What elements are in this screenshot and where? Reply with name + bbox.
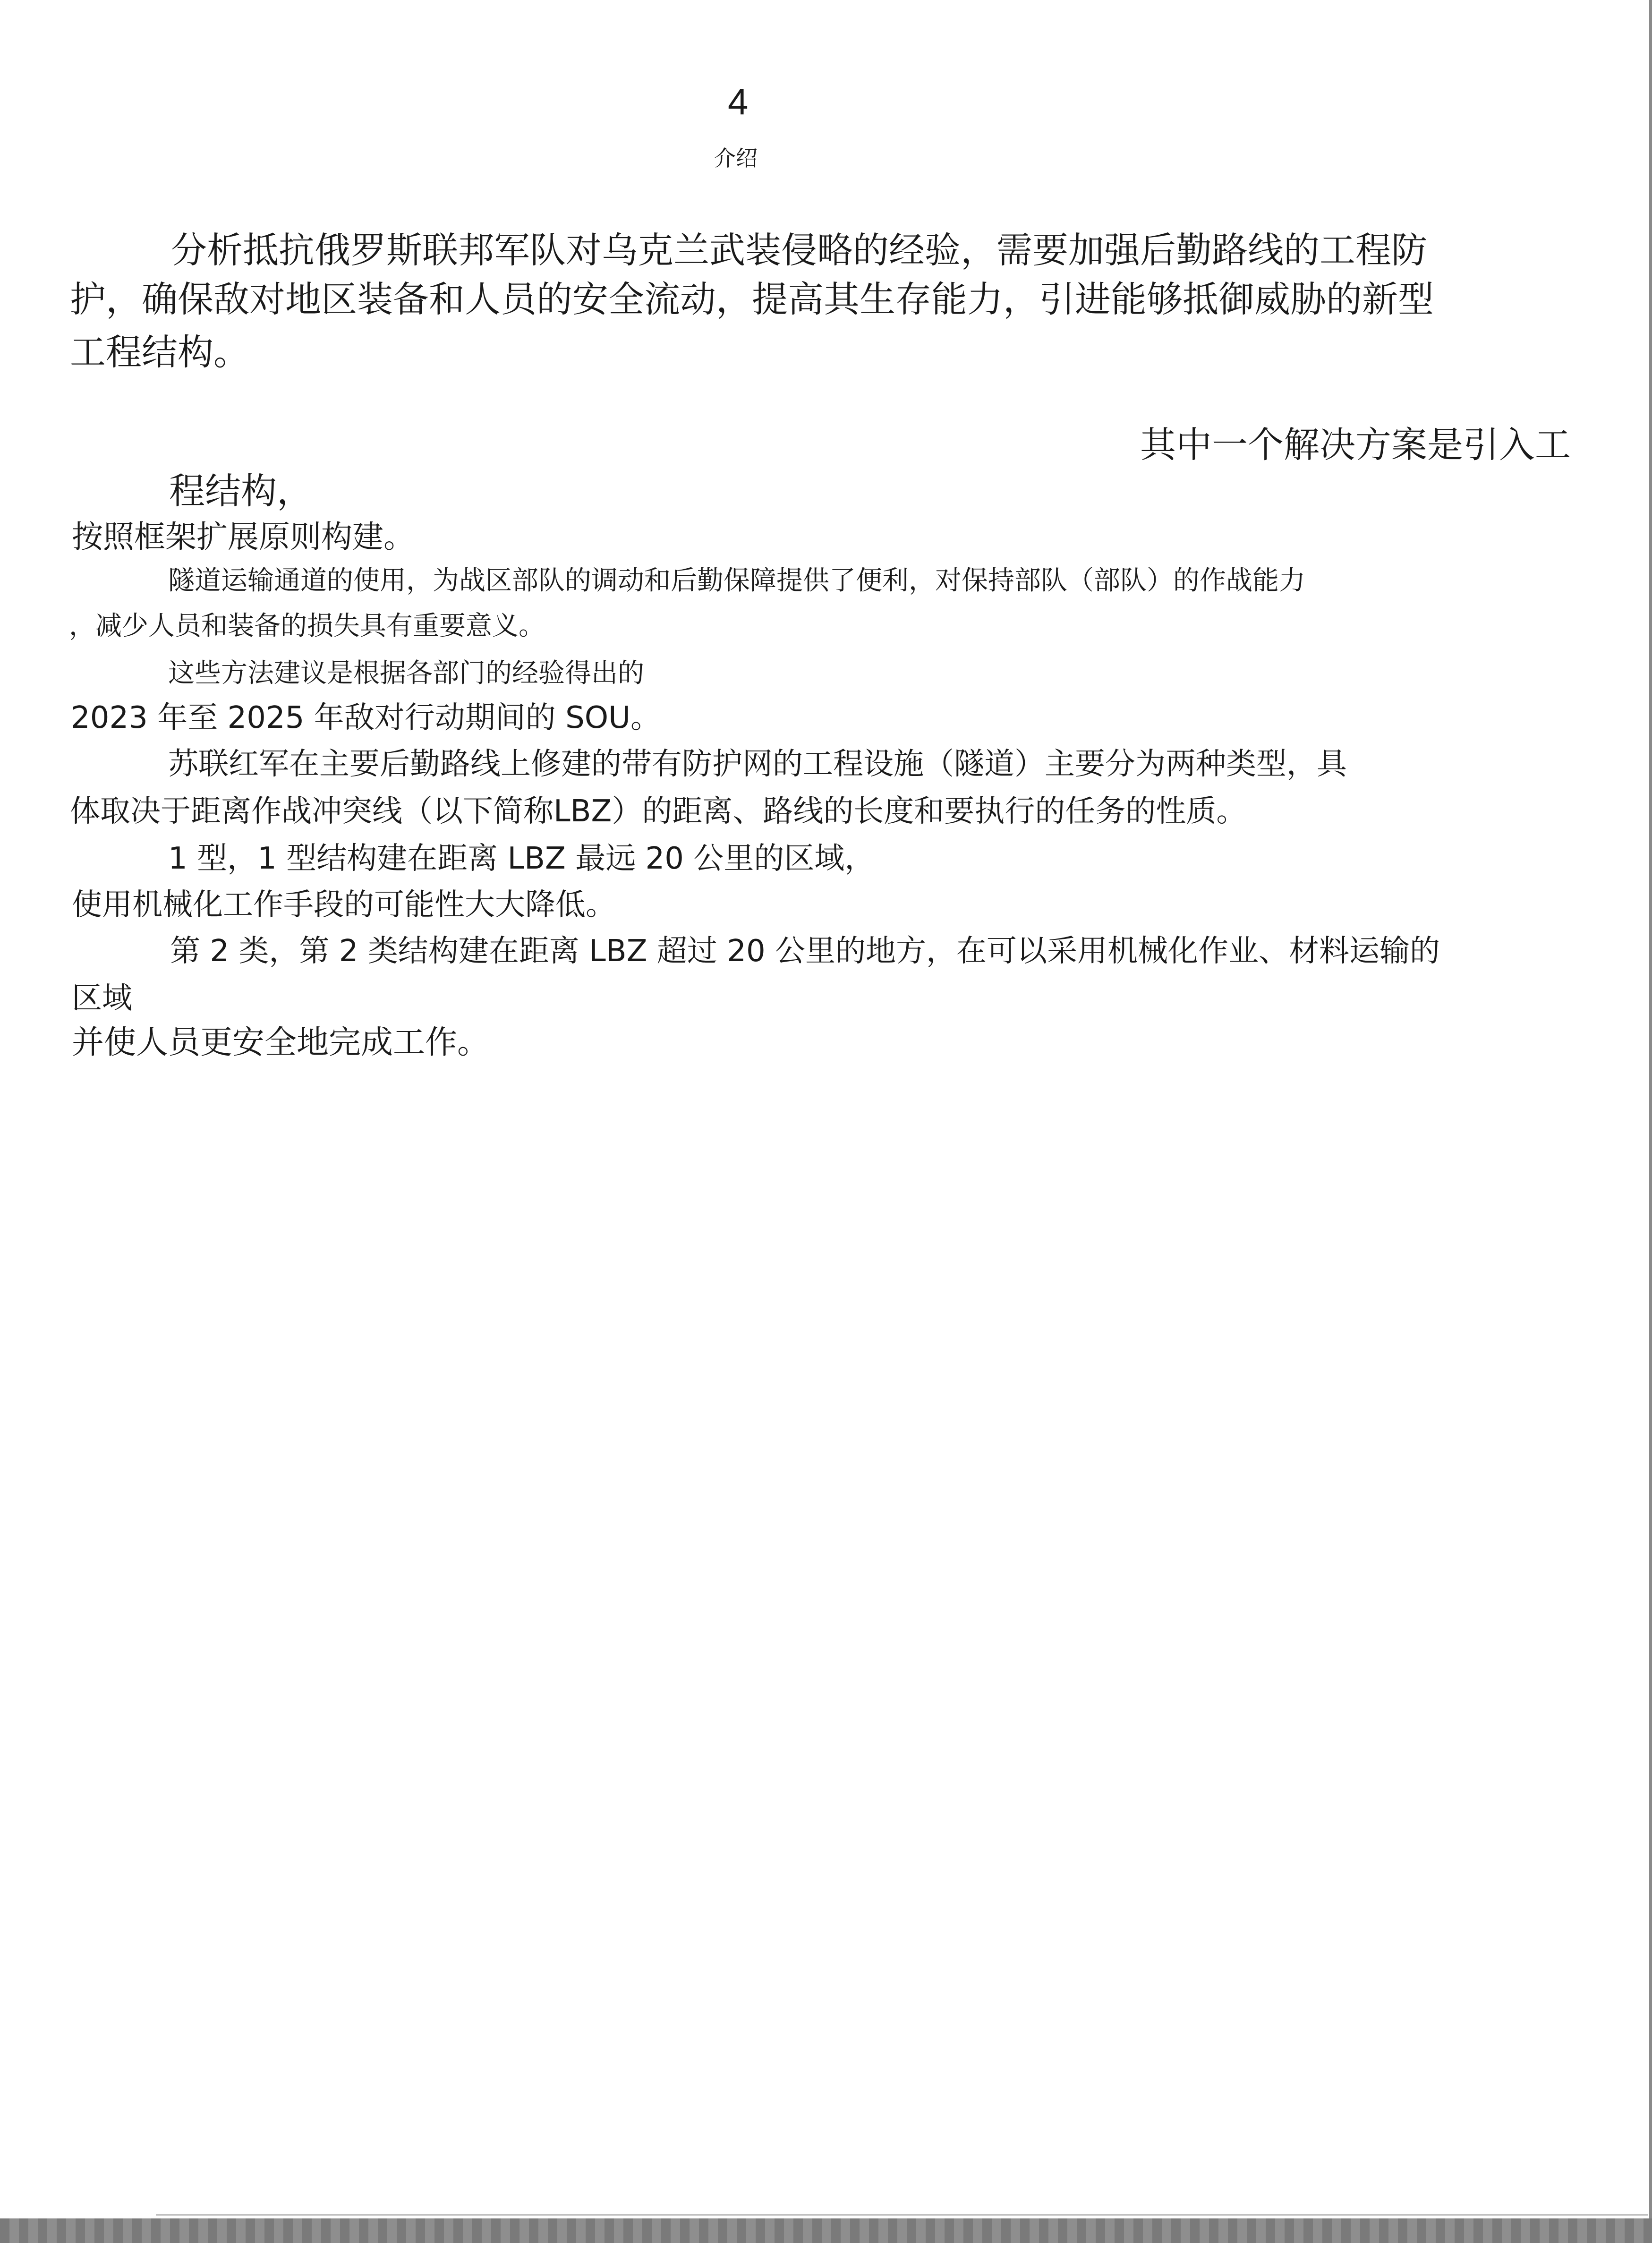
paragraph-5-line-2: 体取决于距离作战冲突线（以下简称LBZ）的距离、路线的长度和要执行的任务的性质。 [70, 794, 1247, 829]
paragraph-1-line-2: 护，确保敌对地区装备和人员的安全流动，提高其生存能力，引进能够抵御威胁的新型 [70, 278, 1434, 320]
paragraph-7-line-1: 第 2 类，第 2 类结构建在距离 LBZ 超过 20 公里的地方，在可以采用机械化作业、材料运输的 [170, 934, 1440, 969]
paragraph-2-line-2: 程结构， [169, 470, 313, 512]
paragraph-1-line-1: 分析抵抗俄罗斯联邦军队对乌克兰武装侵略的经验，需要加强后勤路线的工程防 [171, 229, 1427, 271]
paragraph-2-line-3: 按照框架扩展原则构建。 [72, 519, 415, 555]
paragraph-4-line-1: 这些方法建议是根据各部门的经验得出的 [168, 658, 644, 689]
paragraph-6-line-2: 使用机械化工作手段的可能性大大降低。 [72, 887, 616, 922]
paragraph-3-line-1: 隧道运输通道的使用，为战区部队的调动和后勤保障提供了便利，对保持部队（部队）的作战能力 [168, 565, 1305, 596]
paragraph-2-line-1: 其中一个解决方案是引入工 [1140, 424, 1571, 466]
paragraph-6-line-1: 1 型，1 型结构建在距离 LBZ 最远 20 公里的区域， [168, 841, 875, 876]
section-title: 介绍 [714, 145, 758, 171]
paragraph-7-line-3: 并使人员更安全地完成工作。 [72, 1024, 490, 1061]
page-number: 4 [728, 81, 749, 122]
paragraph-7-line-2: 区域 [72, 981, 132, 1016]
paragraph-1-line-3: 工程结构。 [70, 331, 249, 373]
page-bottom-rule [156, 2214, 1648, 2216]
paragraph-3-line-2: ，减少人员和装备的损失具有重要意义。 [69, 611, 545, 641]
paragraph-5-line-1: 苏联红军在主要后勤路线上修建的带有防护网的工程设施（隧道）主要分为两种类型，具 [168, 747, 1347, 782]
page-right-edge [1649, 0, 1652, 2243]
bottom-scroll-strip[interactable] [0, 2218, 1652, 2243]
paragraph-4-line-2: 2023 年至 2025 年敌对行动期间的 SOU。 [71, 700, 661, 735]
